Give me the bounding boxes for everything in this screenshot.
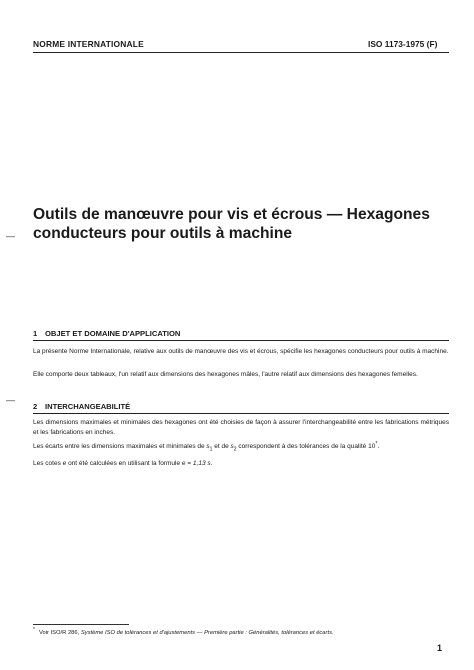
section-1-title: OBJET ET DOMAINE D'APPLICATION [45,329,181,338]
margin-mark: — [6,395,15,405]
footnote [33,627,334,636]
section-2-paragraph-1: Les dimensions maximales et minimales des hexagones ont été choisies de façon à assurer l'interchangeabilité entre les fabrications métriques et les fabrications en inches. [33,419,449,436]
symbol-e: e [62,460,67,467]
page-number: 1 [437,643,443,653]
margin-mark: — [6,231,15,241]
text-run: Les écarts entre les dimensions maximales et minimales de [33,443,207,451]
text-run: . [377,443,380,451]
text-run: ont été calculées en utilisant la formule [66,460,182,467]
formula: e = 1,13 s [181,460,211,467]
subscript: 1 [209,446,213,453]
symbol-s1: s [206,443,210,451]
text-run: Les cotes [33,460,63,467]
header-rule [33,52,449,53]
section-1-paragraph-2: Elle comporte deux tableaux, l'un relatif aux dimensions des hexagones mâles, l'autre relatif aux dimensions des hexagones femelles. [33,371,418,378]
section-2-title: INTERCHANGEABILITÉ [45,402,131,411]
section-2-paragraph-2 [33,440,449,455]
footnote-reference: * [375,441,378,447]
text-run: et de [212,443,231,451]
subscript: 2 [233,446,237,453]
section-2-heading [33,402,130,411]
header-standard-number: ISO 1173-1975 (F) [368,39,438,49]
title-line-1: Outils de manœuvre pour vis et écrous — Hexagones [33,206,430,223]
section-1-paragraph-1: La présente Norme Internationale, relative aux outils de manœuvre des vis et écrous, spécifie les hexagones conducteurs pour outils à machine. [33,348,449,355]
section-1-heading [33,329,180,338]
section-2-rule [33,413,449,414]
header-standard-type: NORME INTERNATIONALE [33,39,144,49]
title-line-2: conducteurs pour outils à machine [33,225,293,242]
section-2-number: 2 [33,402,38,411]
section-1-number: 1 [33,329,38,338]
section-1-rule [33,340,449,341]
footnote-text: Voir ISO/R 286, [38,629,81,636]
footnote-italic-text: Système ISO de tolérances et d'ajustements — Première partie : Généralités, tolérances et écarts. [80,629,334,636]
footnote-star: * [33,627,35,633]
document-title [33,205,453,243]
text-run: . [210,460,213,467]
footnote-rule [33,624,129,625]
symbol-s2: s [230,443,234,451]
section-2-paragraph-3 [33,459,449,469]
text-run: correspondent à des tolérances de la qualité 10 [236,443,376,451]
